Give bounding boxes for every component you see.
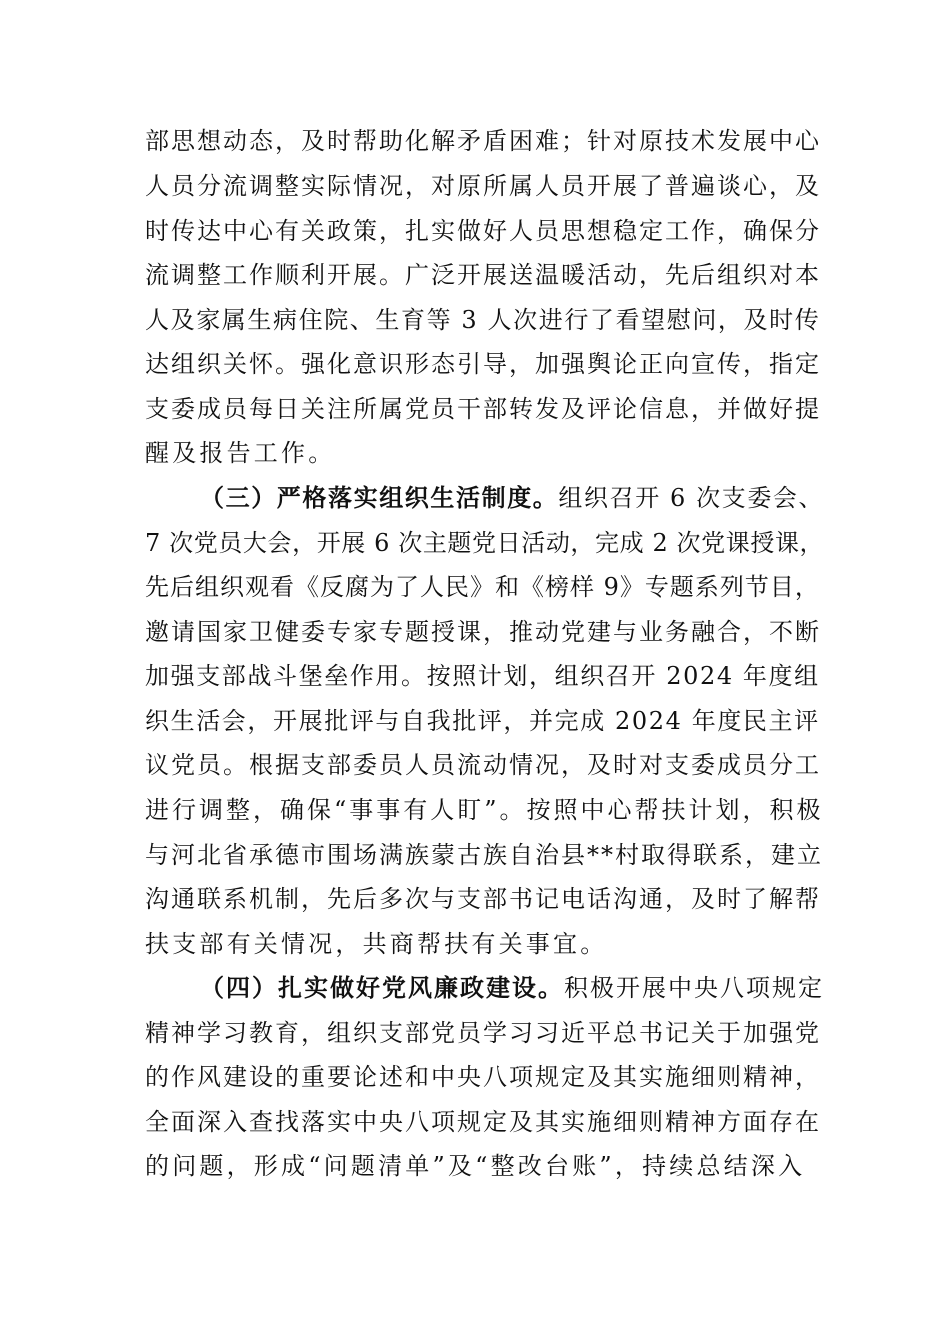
body-line: 扶支部有关情况，共商帮扶有关事宜。: [145, 930, 608, 958]
body-line: 时传达中心有关政策，扎实做好人员思想稳定工作，确保分: [145, 217, 821, 245]
body-line: 人及家属生病住院、生育等 3 人次进行了看望慰问，及时传: [145, 306, 821, 334]
body-line: 先后组织观看《反腐为了人民》和《榜样 9》专题系列节目，: [145, 573, 820, 601]
body-line: 流调整工作顺利开展。广泛开展送温暖活动，先后组织对本: [145, 261, 821, 289]
body-line: 支委成员每日关注所属党员干部转发及评论信息，并做好提: [145, 395, 821, 423]
body-line: 达组织关怀。强化意识形态引导，加强舆论正向宣传，指定: [145, 350, 821, 378]
section-4-heading: （四）扎实做好党风廉政建设。: [200, 973, 564, 1002]
section-4-first-line: [200, 965, 825, 1011]
section-3-heading: （三）严格落实组织生活制度。: [200, 483, 559, 512]
body-line: 进行调整，确保“事事有人盯”。按照中心帮扶计划，积极: [145, 796, 824, 824]
body-line: 7 次党员大会，开展 6 次主题党日活动，完成 2 次党课授课，: [145, 529, 825, 557]
body-line: 沟通联系机制，先后多次与支部书记电话沟通，及时了解帮: [145, 885, 821, 913]
body-line: 人员分流调整实际情况，对原所属人员开展了普遍谈心，及: [145, 172, 821, 200]
body-line: 织生活会，开展批评与自我批评，并完成 2024 年度民主评: [145, 707, 820, 735]
body-line: 精神学习教育，组织支部党员学习习近平总书记关于加强党: [145, 1019, 821, 1047]
body-line: 的作风建设的重要论述和中央八项规定及其实施细则精神，: [145, 1063, 821, 1091]
body-line: 邀请国家卫健委专家专题授课，推动党建与业务融合，不断: [145, 618, 821, 646]
section-3-first-line: [200, 475, 825, 521]
body-line: 醒及报告工作。: [145, 439, 336, 467]
body-line: 的问题，形成“问题清单”及“整改台账”，持续总结深入: [145, 1152, 806, 1180]
body-line: 加强支部战斗堡垒作用。按照计划，组织召开 2024 年度组: [145, 662, 820, 690]
body-line: 议党员。根据支部委员人员流动情况，及时对支委成员分工: [145, 751, 821, 779]
body-line: 部思想动态，及时帮助化解矛盾困难；针对原技术发展中心: [145, 127, 821, 155]
body-line: 与河北省承德市围场满族蒙古族自治县**村取得联系，建立: [145, 841, 823, 869]
section-4-first-line-text: 积极开展中央八项规定: [564, 974, 824, 1002]
body-line: 全面深入查找落实中央八项规定及其实施细则精神方面存在: [145, 1108, 821, 1136]
section-3-first-line-text: 组织召开 6 次支委会、: [558, 484, 825, 512]
